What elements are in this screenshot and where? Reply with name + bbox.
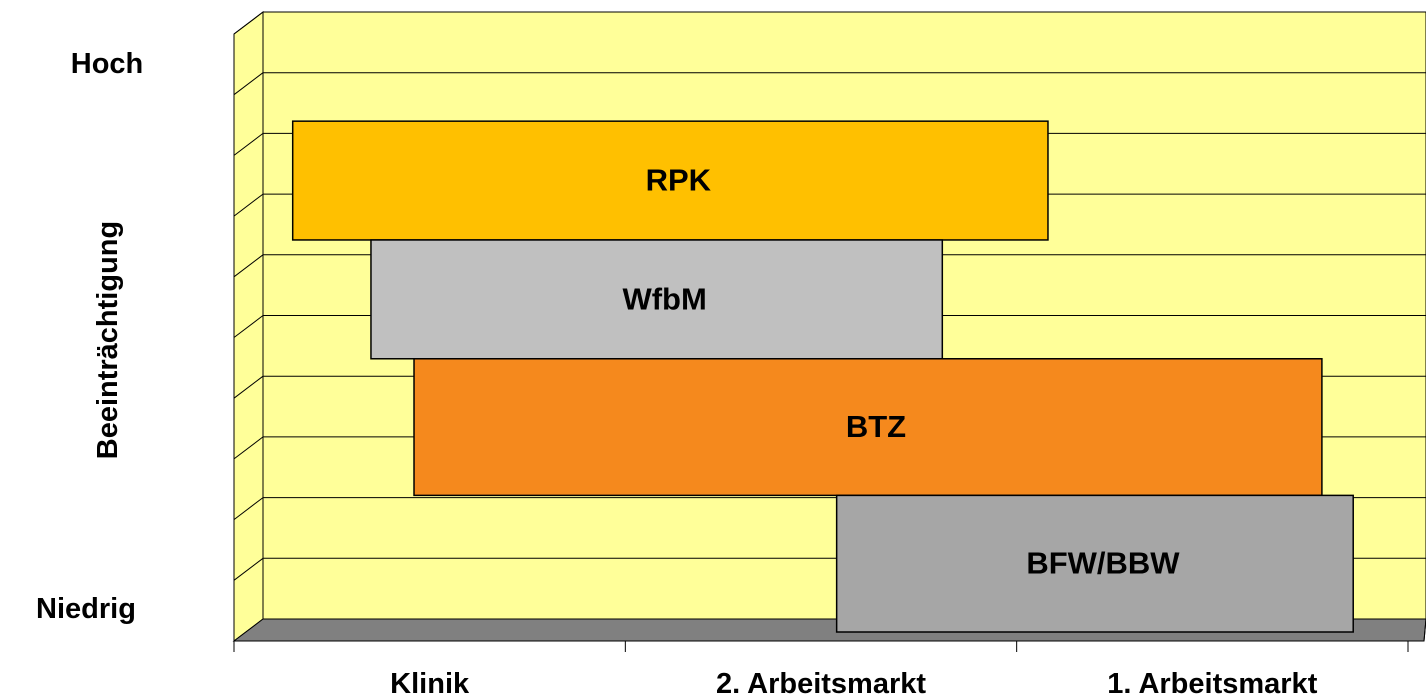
- range-bar-label: RPK: [645, 162, 712, 198]
- x-tick-label: 2. Arbeitsmarkt: [715, 668, 927, 699]
- y-high-label: Hoch: [70, 48, 144, 80]
- range-bar: [414, 359, 1322, 496]
- x-tick-label: Klinik: [390, 668, 470, 699]
- x-tick-label: 1. Arbeitsmarkt: [1107, 668, 1318, 699]
- range-bar-label: BTZ: [845, 409, 907, 445]
- y-low-label: Niedrig: [36, 593, 136, 625]
- x-axis-tick-labels: [390, 668, 1318, 699]
- range-bar: [293, 121, 1048, 240]
- range-bar: [837, 495, 1354, 632]
- range-bar: [371, 240, 942, 359]
- y-axis-title: Beeinträchtigung: [92, 220, 124, 460]
- range-bar-label: WfbM: [622, 281, 707, 317]
- range-bar-label: BFW/BBW: [1026, 545, 1180, 581]
